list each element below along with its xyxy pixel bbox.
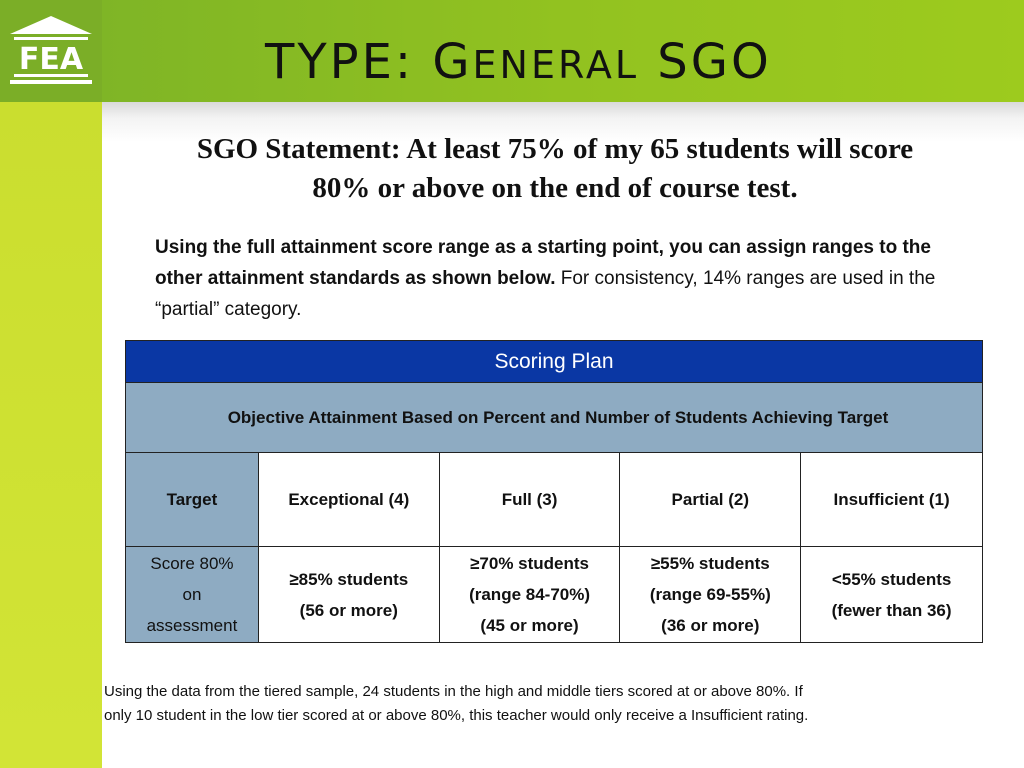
cell-text: (45 or more): [480, 616, 579, 635]
intro-paragraph: [155, 232, 960, 325]
intro-regular-text: For consistency, 14% ranges are used in the “partial” category.: [155, 268, 936, 320]
footnote-line-1: Using the data from the tiered sample, 24 students in the high and middle tiers scored at or above 80%. If: [104, 683, 803, 700]
intro-bold-text: Using the full attainment score range as a starting point, you can assign ranges to the other attainment standards as shown below.: [155, 237, 931, 289]
col-target: Target: [126, 453, 259, 547]
col-exceptional: Exceptional (4): [258, 453, 439, 547]
cell-text: (range 69-55%): [649, 585, 771, 604]
table-subheader: Objective Attainment Based on Percent and Number of Students Achieving Target: [126, 383, 983, 453]
cell-text: (56 or more): [299, 600, 398, 620]
statement-line-2: 80% or above on the end of course test.: [312, 172, 798, 204]
cell-text: ≥85% students: [289, 569, 409, 589]
title-part-1: TYPE: G: [265, 34, 473, 90]
cell-full: [439, 547, 620, 643]
col-insufficient: Insufficient (1): [801, 453, 983, 547]
page-title: [265, 34, 772, 90]
cell-text: on: [182, 585, 202, 604]
cell-text: ≥70% students: [470, 554, 590, 573]
col-partial: Partial (2): [620, 453, 801, 547]
cell-text: <55% students: [831, 569, 952, 589]
cell-text: Score 80%: [150, 554, 234, 573]
cell-insufficient: [801, 547, 983, 643]
cell-text: ≥55% students: [650, 554, 770, 573]
table-header: Scoring Plan: [126, 341, 983, 383]
fea-logo: [0, 0, 102, 102]
cell-text: assessment: [146, 616, 238, 635]
sgo-statement: [120, 130, 990, 208]
footnote: [104, 680, 1004, 728]
title-part-3: SGO: [639, 34, 772, 90]
cell-text: (fewer than 36): [831, 600, 952, 620]
cell-target-label: [126, 547, 259, 643]
cell-text: (range 84-70%): [469, 585, 591, 604]
col-full: Full (3): [439, 453, 620, 547]
building-icon: [8, 14, 94, 90]
sidebar: [0, 0, 102, 768]
cell-text: (36 or more): [661, 616, 760, 635]
footnote-line-2: only 10 student in the low tier scored at or above 80%, this teacher would only receive a Insufficient rating.: [104, 707, 809, 724]
scoring-plan-table: [125, 340, 983, 643]
logo-text: FEA: [18, 42, 84, 77]
cell-partial: [620, 547, 801, 643]
title-part-2: ENERAL: [472, 43, 640, 87]
cell-exceptional: [258, 547, 439, 643]
statement-line-1: SGO Statement: At least 75% of my 65 students will score: [196, 133, 914, 165]
